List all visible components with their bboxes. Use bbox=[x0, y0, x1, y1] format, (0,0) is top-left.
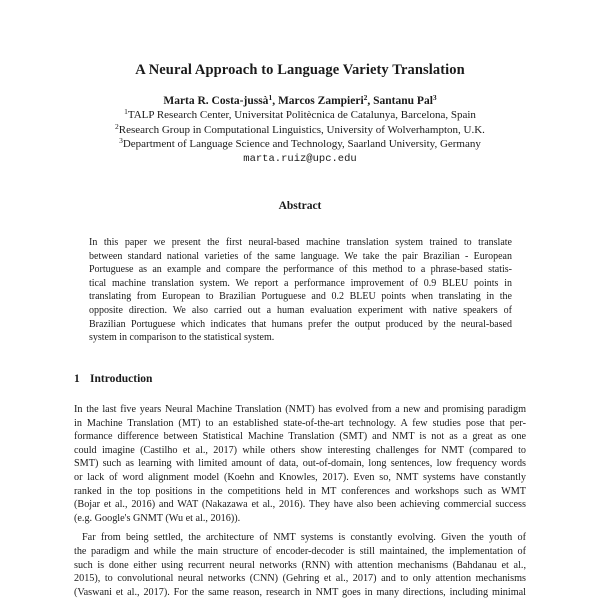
section-heading bbox=[74, 372, 152, 386]
paragraph-line: (Bojar et al., 2016) and WAT (Nakazawa et al., 2016). They have also been achieving commercial success bbox=[74, 499, 526, 511]
abstract-heading: Abstract bbox=[278, 200, 322, 212]
paragraph-line: could imagine (Castilho et al., 2017) while others show interesting challenges for NMT (compared to bbox=[74, 444, 526, 456]
author-affiliation-marker: 1 bbox=[268, 93, 273, 102]
paragraph-line: (e.g. Google's GNMT (Wu et al., 2016)). bbox=[74, 512, 241, 524]
paragraph-line: (Vaswani et al., 2017). For the same reason, research in NMT goes in many directions, including minimal bbox=[74, 586, 526, 598]
contact-email: marta.ruiz@upc.edu bbox=[243, 152, 357, 165]
author-separator: , bbox=[272, 95, 278, 107]
affiliation-text: TALP Research Center, Universitat Politècnica de Catalunya, Barcelona, Spain bbox=[127, 109, 476, 121]
author-affiliation-marker: 2 bbox=[363, 93, 368, 102]
paragraph-line: 2015), to convolutional neural networks (CNN) (Gehring et al., 2017) and to only attention mechanisms bbox=[74, 573, 526, 585]
author-affiliation-marker: 3 bbox=[432, 93, 437, 102]
affiliation-line bbox=[0, 108, 600, 123]
abstract-line: opposite direction. We also carried out a human evaluation experiment with native speakers of bbox=[89, 304, 512, 316]
abstract-line: translating from European to Brazilian Portuguese and 0.2 BLEU points when translating in the bbox=[89, 291, 512, 303]
author-name: Marcos Zampieri bbox=[277, 95, 364, 107]
paragraph-line: the paradigm and while the main structure of encoder-decoder is still maintained, the implementation of bbox=[74, 545, 526, 557]
abstract-body bbox=[89, 236, 512, 345]
abstract-line: In this paper we present the first neural-based machine translation system trained to translate bbox=[89, 237, 512, 248]
paragraph-line: In the last five years Neural Machine Translation (NMT) has evolved from a new and promising paradigm bbox=[74, 404, 526, 415]
author-separator: , bbox=[367, 95, 374, 107]
author-name: Santanu Pal bbox=[373, 95, 433, 107]
paragraph-line: formance difference between Statistical Machine Translation (SMT) and NMT is not as a great as one bbox=[74, 431, 526, 443]
paragraph-line: such is done either using recurrent neural networks (RNN) with attention mechanisms (Bahdanau et al., bbox=[74, 559, 526, 571]
affiliation-text: Research Group in Computational Linguistics, University of Wolverhampton, U.K. bbox=[118, 123, 485, 136]
paragraph bbox=[74, 531, 526, 599]
author-name: Marta R. Costa-jussà bbox=[163, 95, 269, 107]
affiliation-marker: 3 bbox=[119, 136, 123, 145]
paragraph bbox=[74, 403, 526, 525]
affiliation-marker: 1 bbox=[124, 107, 128, 116]
paragraph-line: SMT) such as learning with limited amount of data, out-of-domain, long sentences, low frequency words bbox=[74, 458, 526, 470]
abstract-line: tical machine translation system. We report a performance improvement of 0.9 BLEU points in bbox=[89, 277, 512, 289]
paragraph-line: ranked in the top positions in the competitions held in MT conferences and workshops such as WMT bbox=[74, 485, 526, 497]
section-number: 1 bbox=[74, 373, 80, 385]
abstract-line: Brazilian Portuguese which indicates that humans prefer the output produced by the neural-based bbox=[89, 318, 512, 330]
abstract-line: between standard national varieties of the same language. We take the pair Brazilian - European bbox=[89, 250, 512, 262]
affiliation-list bbox=[0, 108, 600, 166]
paper-title: A Neural Approach to Language Variety Translation bbox=[135, 62, 465, 78]
abstract-line: system in comparison to the statistical system. bbox=[89, 332, 275, 344]
paragraph-line: Far from being settled, the architecture of NMT systems is constantly evolving. Given the youth of bbox=[82, 532, 526, 544]
section-title: Introduction bbox=[90, 373, 153, 385]
affiliation-line bbox=[0, 137, 600, 152]
paragraph-line: in Machine Translation (MT) to an established state-of-the-art technology. A few studies pose that per- bbox=[74, 417, 526, 429]
section-body bbox=[74, 403, 526, 605]
affiliation-text: Department of Language Science and Technology, Saarland University, Germany bbox=[122, 138, 481, 150]
paragraph-line: or lack of word alignment model (Koehn and Knowles, 2017). Even so, NMT systems have constantly bbox=[74, 471, 526, 483]
affiliation-line bbox=[0, 123, 600, 138]
affiliation-marker: 2 bbox=[115, 121, 119, 131]
abstract-line: Portuguese as an example and compare the performance of this method to a phrase-based statis- bbox=[89, 264, 512, 276]
author-list bbox=[0, 94, 600, 108]
